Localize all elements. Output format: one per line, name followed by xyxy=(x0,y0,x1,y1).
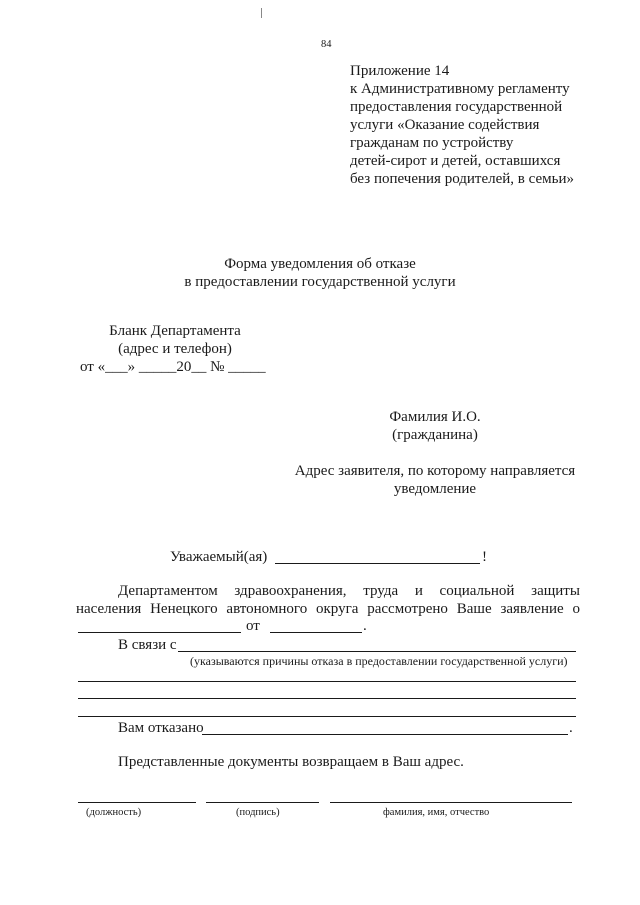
application-date-field[interactable] xyxy=(270,632,362,633)
letterhead-date-line: от «___» _____20__ № _____ xyxy=(80,359,266,375)
appendix-line: детей-сирот и детей, оставшихся xyxy=(350,153,561,169)
recipient-note: (гражданина) xyxy=(392,427,478,443)
recipient-address-line: Адрес заявителя, по которому направляется xyxy=(294,463,576,479)
letterhead-title: Бланк Департамента xyxy=(109,323,241,339)
reason-continuation-line[interactable] xyxy=(78,681,576,682)
recipient-block xyxy=(360,408,510,444)
reason-field[interactable] xyxy=(178,651,576,652)
recipient-address xyxy=(280,462,590,498)
para1-end: . xyxy=(363,618,367,634)
returned-text: Представленные документы возвращаем в Ваш адрес. xyxy=(118,754,464,770)
para1-word: социальной xyxy=(439,583,515,599)
para1-line2: населения Ненецкого автономного округа рассмотрено Ваше заявление о xyxy=(76,601,580,617)
position-field[interactable] xyxy=(78,802,196,803)
appendix-line: предоставления государственной xyxy=(350,99,563,115)
reason-prefix: В связи с xyxy=(118,637,177,653)
appendix-title: Приложение 14 xyxy=(350,63,450,79)
fullname-label: фамилия, имя, отчество xyxy=(383,807,490,818)
recipient-name: Фамилия И.О. xyxy=(389,409,481,425)
appendix-line: услуги «Оказание содействия xyxy=(350,117,540,133)
signature-label: (подпись) xyxy=(236,807,280,818)
reason-continuation-line[interactable] xyxy=(78,716,576,717)
greeting-label: Уважаемый(ая) xyxy=(170,549,268,565)
application-subject-field[interactable] xyxy=(78,632,241,633)
fullname-field[interactable] xyxy=(330,802,572,803)
para1-word: Департаментом xyxy=(118,583,218,599)
letterhead-note: (адрес и телефон) xyxy=(118,341,232,357)
appendix-line: к Административному регламенту xyxy=(350,81,570,97)
para1-word: и xyxy=(414,583,423,599)
refused-label: Вам отказано xyxy=(118,720,204,736)
appendix-block xyxy=(350,62,610,188)
appendix-line: без попечения родителей, в семьи» xyxy=(350,171,574,187)
page-number: 84 xyxy=(321,39,332,50)
para1-word: труда xyxy=(363,583,399,599)
greeting-name-field[interactable] xyxy=(275,563,480,564)
refused-field[interactable] xyxy=(202,734,568,735)
para1-word: здравоохранения, xyxy=(234,583,347,599)
appendix-line: гражданам по устройству xyxy=(350,135,514,151)
para1-from: от xyxy=(246,618,260,634)
reason-continuation-line[interactable] xyxy=(78,698,576,699)
refused-end: . xyxy=(569,720,573,736)
form-title-line: Форма уведомления об отказе xyxy=(224,256,416,272)
scan-mark xyxy=(261,8,262,18)
para1-word: защиты xyxy=(531,583,580,599)
form-title-line: в предоставлении государственной услуги xyxy=(184,274,456,290)
recipient-address-line: уведомление xyxy=(393,481,477,497)
reason-note: (указываются причины отказа в предоставлении государственной услуги) xyxy=(190,654,568,668)
position-label: (должность) xyxy=(86,807,142,818)
para1-line1 xyxy=(118,582,580,600)
letterhead xyxy=(80,322,270,358)
signature-field[interactable] xyxy=(206,802,319,803)
form-title xyxy=(160,255,480,291)
greeting-end: ! xyxy=(482,549,487,565)
